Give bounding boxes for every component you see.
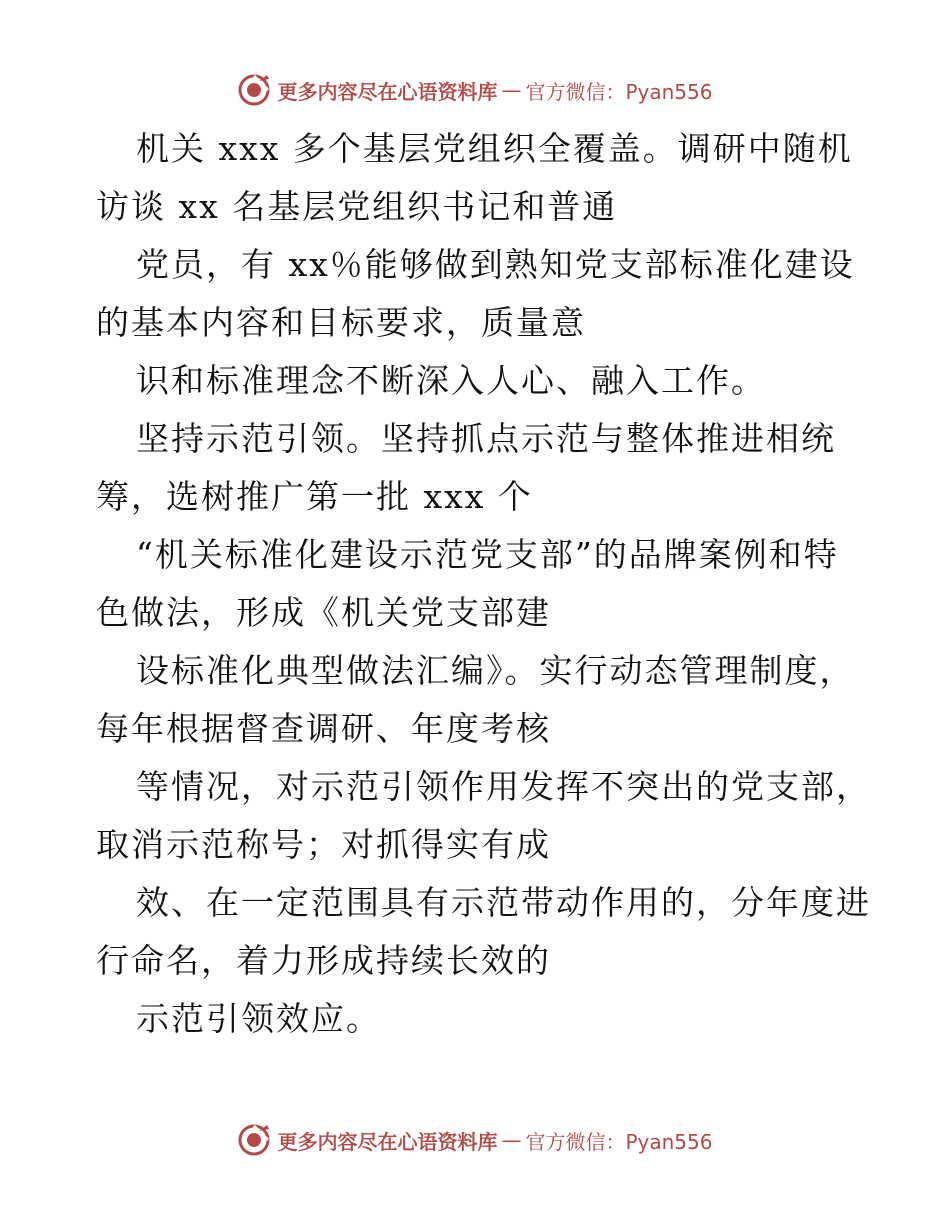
body-line: 机关 xxx 多个基层党组织全覆盖。调研中随机 [136, 129, 853, 168]
body-line: 设标准化典型做法汇编》。实行动态管理制度， [136, 651, 855, 690]
body-line: 色做法，形成《机关党支部建 [96, 593, 551, 632]
logo-icon [237, 1123, 271, 1157]
header-watermark [0, 70, 950, 110]
watermark-separator: — [501, 78, 522, 102]
footer-watermark [0, 1120, 950, 1160]
body-line: 识和标准理念不断深入人心、融入工作。 [136, 361, 766, 400]
body-line: 等情况，对示范引领作用发挥不突出的党支部， [136, 767, 871, 806]
body-line: 党员，有 xx％能够做到熟知党支部标准化建设 [136, 245, 855, 284]
body-line: 访谈 xx 名基层党组织书记和普通 [96, 187, 618, 226]
body-line: 坚持示范引领。坚持抓点示范与整体推进相统 [136, 419, 836, 458]
watermark-text: 更多内容尽在心语资料库 [277, 79, 498, 104]
body-line: “机关标准化建设示范党支部”的品牌案例和特 [136, 535, 839, 574]
watermark-wechat: 官方微信：Pyan556 [525, 79, 713, 104]
logo-icon [237, 73, 271, 107]
body-line: 筹，选树推广第一批 xxx 个 [96, 477, 533, 516]
document-body [96, 120, 876, 1048]
body-line: 每年根据督查调研、年度考核 [96, 709, 551, 748]
body-line: 效、在一定范围具有示范带动作用的，分年度进 [136, 883, 871, 922]
body-line: 行命名，着力形成持续长效的 [96, 941, 551, 980]
body-line: 取消示范称号；对抓得实有成 [96, 825, 551, 864]
body-line: 的基本内容和目标要求，质量意 [96, 303, 586, 342]
watermark-wechat: 官方微信：Pyan556 [525, 1129, 713, 1154]
watermark-separator: — [501, 1128, 522, 1152]
watermark-text: 更多内容尽在心语资料库 [277, 1129, 498, 1154]
body-line: 示范引领效应。 [136, 999, 381, 1038]
